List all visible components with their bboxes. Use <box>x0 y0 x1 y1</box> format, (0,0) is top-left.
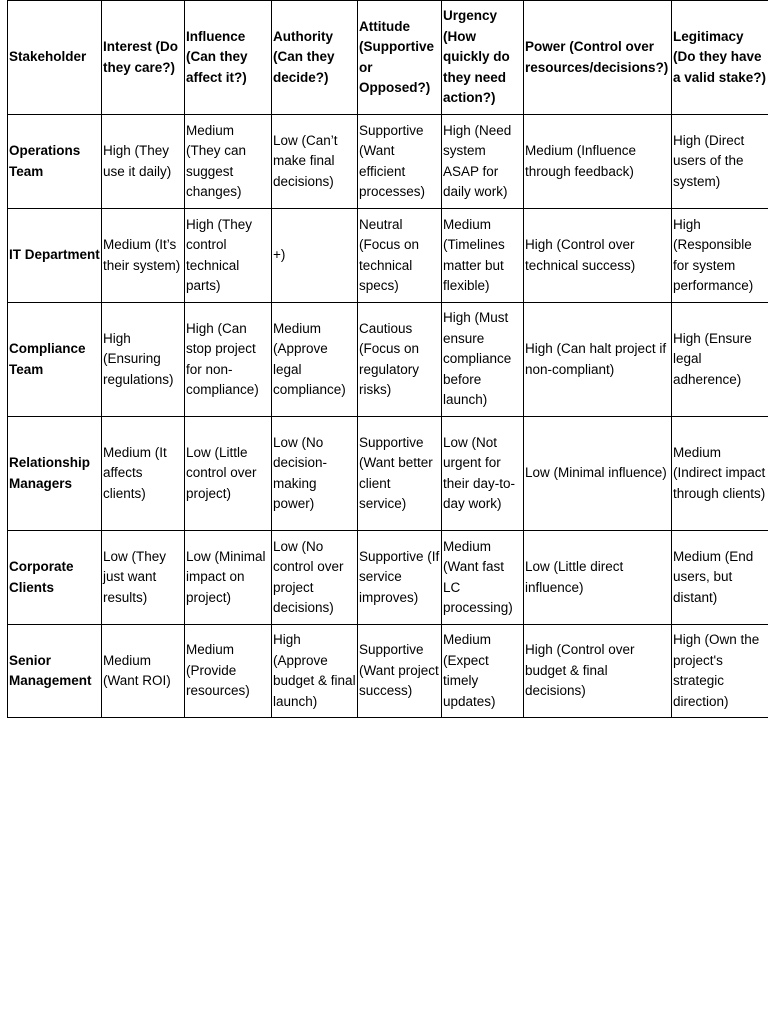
cell-legitimacy: High (Direct users of the system) <box>672 115 768 209</box>
cell-influence: Low (Little control over project) <box>185 417 272 531</box>
cell-urgency: Low (Not urgent for their day-to-day work) <box>442 417 524 531</box>
header-influence: Influence (Can they affect it?) <box>185 1 272 115</box>
cell-urgency: High (Must ensure compliance before launch) <box>442 303 524 417</box>
cell-authority: Low (Can’t make final decisions) <box>272 115 358 209</box>
cell-legitimacy: High (Ensure legal adherence) <box>672 303 768 417</box>
cell-legitimacy: Medium (Indirect impact through clients) <box>672 417 768 531</box>
header-attitude: Attitude (Supportive or Opposed?) <box>358 1 442 115</box>
cell-authority: Low (No control over project decisions) <box>272 531 358 625</box>
cell-stakeholder: IT Department <box>8 209 102 303</box>
cell-stakeholder: Compliance Team <box>8 303 102 417</box>
cell-power: High (Can halt project if non-compliant) <box>524 303 672 417</box>
header-legitimacy: Legitimacy (Do they have a valid stake?) <box>672 1 768 115</box>
cell-attitude: Supportive (Want better client service) <box>358 417 442 531</box>
header-authority: Authority (Can they decide?) <box>272 1 358 115</box>
cell-interest: High (They use it daily) <box>102 115 185 209</box>
cell-power: Medium (Influence through feedback) <box>524 115 672 209</box>
header-interest: Interest (Do they care?) <box>102 1 185 115</box>
cell-interest: High (Ensuring regulations) <box>102 303 185 417</box>
cell-power: Low (Minimal influence) <box>524 417 672 531</box>
cell-influence: Low (Minimal impact on project) <box>185 531 272 625</box>
table-header-row <box>8 1 768 115</box>
table-row <box>8 303 768 417</box>
cell-power: Low (Little direct influence) <box>524 531 672 625</box>
header-urgency: Urgency (How quickly do they need action?) <box>442 1 524 115</box>
cell-authority: High (Approve budget & final launch) <box>272 625 358 718</box>
cell-interest: Medium (It’s their system) <box>102 209 185 303</box>
cell-urgency: Medium (Expect timely updates) <box>442 625 524 718</box>
cell-legitimacy: Medium (End users, but distant) <box>672 531 768 625</box>
cell-attitude: Cautious (Focus on regulatory risks) <box>358 303 442 417</box>
cell-attitude: Supportive (Want efficient processes) <box>358 115 442 209</box>
table-row <box>8 625 768 718</box>
cell-stakeholder: Senior Management <box>8 625 102 718</box>
cell-influence: High (Can stop project for non-compliance) <box>185 303 272 417</box>
cell-power: High (Control over technical success) <box>524 209 672 303</box>
cell-interest: Low (They just want results) <box>102 531 185 625</box>
cell-legitimacy: High (Responsible for system performance) <box>672 209 768 303</box>
cell-authority: Medium (Approve legal compliance) <box>272 303 358 417</box>
cell-attitude: Neutral (Focus on technical specs) <box>358 209 442 303</box>
cell-authority: Low (No decision-making power) <box>272 417 358 531</box>
stakeholder-analysis-table <box>7 0 768 718</box>
cell-stakeholder: Corporate Clients <box>8 531 102 625</box>
table-row <box>8 531 768 625</box>
table-row <box>8 209 768 303</box>
cell-attitude: Supportive (If service improves) <box>358 531 442 625</box>
cell-interest: Medium (Want ROI) <box>102 625 185 718</box>
cell-attitude: Supportive (Want project success) <box>358 625 442 718</box>
cell-urgency: Medium (Want fast LC processing) <box>442 531 524 625</box>
cell-interest: Medium (It affects clients) <box>102 417 185 531</box>
cell-stakeholder: Operations Team <box>8 115 102 209</box>
cell-urgency: Medium (Timelines matter but flexible) <box>442 209 524 303</box>
table-row <box>8 417 768 531</box>
cell-urgency: High (Need system ASAP for daily work) <box>442 115 524 209</box>
cell-influence: High (They control technical parts) <box>185 209 272 303</box>
header-power: Power (Control over resources/decisions?) <box>524 1 672 115</box>
cell-stakeholder: Relationship Managers <box>8 417 102 531</box>
table-row <box>8 115 768 209</box>
cell-influence: Medium (They can suggest changes) <box>185 115 272 209</box>
header-stakeholder: Stakeholder <box>8 1 102 115</box>
cell-influence: Medium (Provide resources) <box>185 625 272 718</box>
cell-legitimacy: High (Own the project's strategic direction) <box>672 625 768 718</box>
cell-authority: +) <box>272 209 358 303</box>
cell-power: High (Control over budget & final decisions) <box>524 625 672 718</box>
